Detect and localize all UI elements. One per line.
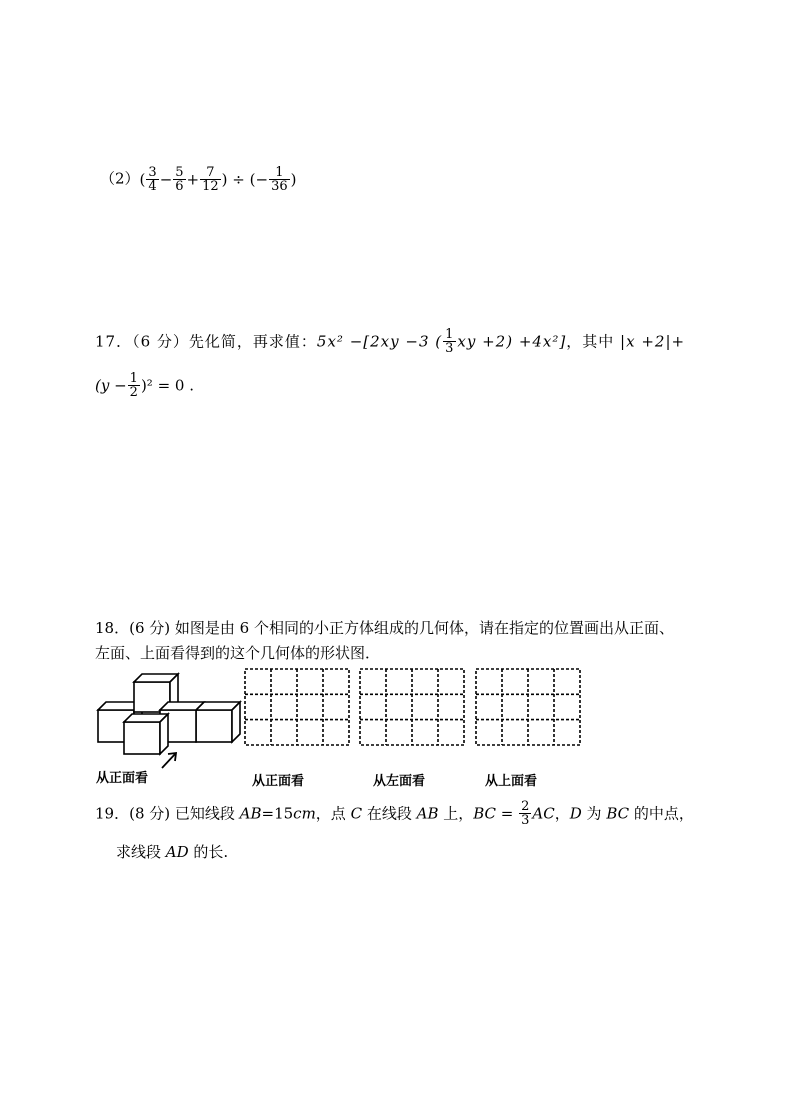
segment-ab: AB bbox=[239, 804, 262, 823]
denominator: 3 bbox=[445, 341, 455, 356]
segment-bc: BC bbox=[473, 804, 497, 823]
q17-line2-b: )² = 0 . bbox=[140, 376, 195, 395]
q18-number: 18． bbox=[95, 619, 130, 637]
fraction-1-3 bbox=[443, 328, 456, 355]
fraction-2-3 bbox=[519, 800, 531, 827]
segment-bc: BC bbox=[606, 804, 630, 823]
denominator: 6 bbox=[175, 179, 184, 194]
point-c: C bbox=[350, 804, 363, 823]
q16-part2-label: （2） bbox=[100, 169, 140, 188]
q19-text: 的中点， bbox=[629, 804, 694, 823]
caption-left-view: 从左面看 bbox=[373, 774, 426, 789]
divide-operator: ) ÷ (− bbox=[221, 170, 269, 189]
q18-line2: 左面、上面看得到的这个几何体的形状图． bbox=[95, 644, 381, 662]
unit-cm: cm bbox=[293, 804, 316, 823]
open-paren: ( bbox=[139, 170, 146, 189]
q19-number: 19． bbox=[95, 804, 130, 823]
q16-part2 bbox=[100, 166, 296, 193]
plus-sign: + bbox=[671, 332, 686, 351]
q17-stem: （6 分）先化简，再求值： bbox=[132, 332, 317, 351]
q17-line1 bbox=[95, 328, 685, 355]
cube-right bbox=[196, 702, 240, 742]
q19-text: 的长. bbox=[188, 843, 229, 861]
numerator: 7 bbox=[200, 166, 221, 180]
q17-line2-a: (y − bbox=[95, 376, 127, 395]
q19-text: 上， bbox=[438, 804, 474, 823]
q18-line1 bbox=[95, 618, 674, 638]
denominator: 36 bbox=[271, 179, 288, 194]
caption-top-view: 从上面看 bbox=[485, 774, 538, 789]
segment-ac: AC bbox=[532, 804, 555, 823]
segment-ab: AB bbox=[416, 804, 439, 823]
q17-expr-b: xy +2) +4x²] bbox=[457, 332, 567, 351]
denominator: 12 bbox=[202, 179, 219, 194]
q19-text: 求线段 bbox=[116, 843, 166, 861]
fraction-7-12 bbox=[200, 166, 221, 193]
q19-text: ，点 bbox=[315, 804, 351, 823]
denominator: 3 bbox=[521, 813, 530, 828]
numerator: 2 bbox=[521, 799, 530, 814]
q19-line2 bbox=[116, 842, 228, 862]
q17-line2 bbox=[95, 372, 194, 399]
caption-solid-view: 从正面看 bbox=[96, 771, 149, 786]
segment-ad: AD bbox=[165, 843, 189, 861]
q17-number: 17． bbox=[95, 332, 133, 351]
q19-line1 bbox=[95, 800, 694, 827]
q17-condition-lead: ，其中 bbox=[566, 332, 621, 351]
close-paren: ) bbox=[290, 170, 297, 189]
equals-sign: = bbox=[496, 804, 519, 823]
point-d: D bbox=[569, 804, 582, 823]
numerator: 1 bbox=[129, 371, 138, 386]
minus-sign: − bbox=[159, 170, 173, 189]
fraction-1-2 bbox=[128, 372, 140, 399]
cube-front bbox=[124, 714, 168, 754]
q18-text-line1: (6 分) 如图是由 6 个相同的小正方体组成的几何体，请在指定的位置画出从正面、 bbox=[129, 619, 674, 637]
arrow-icon bbox=[162, 753, 176, 768]
denominator: 2 bbox=[129, 385, 138, 400]
q17-expr-a: 5x² −[2xy −3 ( bbox=[316, 332, 443, 351]
numerator: 3 bbox=[148, 165, 157, 180]
fraction-3-4 bbox=[146, 166, 158, 193]
numerator: 5 bbox=[175, 165, 184, 180]
numerator: 1 bbox=[269, 166, 290, 180]
numerator: 1 bbox=[445, 327, 455, 342]
plus-sign: + bbox=[186, 170, 200, 189]
q19-text: =15 bbox=[261, 804, 294, 823]
q19-text: 在线段 bbox=[362, 804, 417, 823]
fraction-5-6 bbox=[173, 166, 185, 193]
grid-top-view bbox=[475, 668, 583, 748]
denominator: 4 bbox=[148, 179, 157, 194]
q19-text: (8 分) 已知线段 bbox=[129, 804, 240, 823]
q17-abs-value: |x +2| bbox=[620, 332, 672, 351]
grid-front-view bbox=[244, 668, 352, 748]
caption-front-view: 从正面看 bbox=[252, 774, 305, 789]
q19-text: ， bbox=[554, 804, 570, 823]
cube-solid-figure bbox=[94, 670, 244, 770]
fraction-1-36 bbox=[269, 166, 290, 193]
grid-left-view bbox=[359, 668, 467, 748]
q19-text: 为 bbox=[581, 804, 607, 823]
